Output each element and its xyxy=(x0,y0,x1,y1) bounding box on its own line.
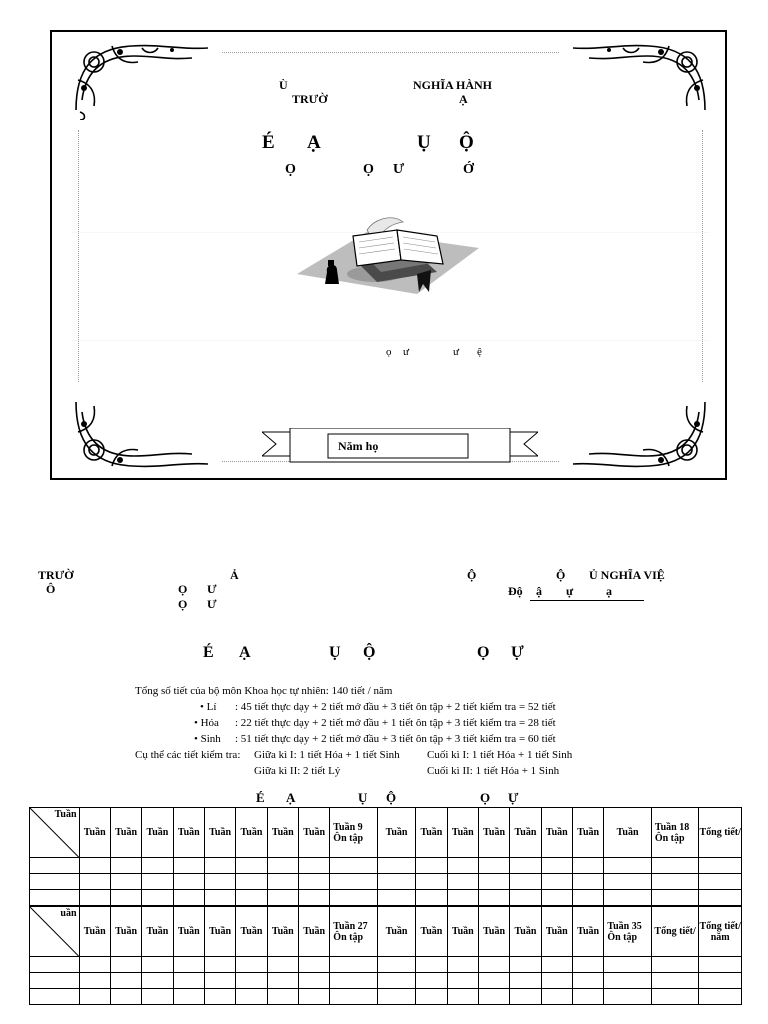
table-cell xyxy=(447,973,478,989)
table-cell xyxy=(604,973,652,989)
table-cell xyxy=(377,989,415,1005)
table-cell xyxy=(478,957,509,973)
table-cell xyxy=(572,858,603,874)
week-header: Tuần xyxy=(416,808,447,858)
week-header: Tuần xyxy=(447,808,478,858)
table-cell xyxy=(377,957,415,973)
table-cell xyxy=(572,874,603,890)
cover-school-name: TRƯỜ xyxy=(292,92,328,106)
week-header: Tuần xyxy=(173,907,204,957)
table-cell xyxy=(267,957,298,973)
midterm1-text: Giữa kì I: 1 tiết Hóa + 1 tiết Sinh xyxy=(254,749,400,761)
cover-subtitle-glyph-2: Ọ xyxy=(363,162,374,177)
table-cell xyxy=(651,858,699,874)
week-header: Tuần xyxy=(604,808,652,858)
table-header-row xyxy=(30,907,742,957)
table-cell xyxy=(204,973,235,989)
week-header: Tuần xyxy=(416,907,447,957)
table-cell xyxy=(510,973,541,989)
review-week-header: Tuần 27 Ôn tập xyxy=(330,907,378,957)
group-header-glyph-3: Ọ xyxy=(178,597,188,611)
week-header: Tuần xyxy=(510,907,541,957)
book-clipart-image xyxy=(297,212,479,312)
frame-rule-mid2 xyxy=(72,340,709,341)
week-header: Tuần xyxy=(377,907,415,957)
table-title-glyph-4: Ộ xyxy=(386,790,397,805)
table-cell xyxy=(651,973,699,989)
school-header-line1: TRƯỜ xyxy=(38,568,74,582)
table-cell xyxy=(110,957,141,973)
table-cell xyxy=(110,989,141,1005)
table-cell xyxy=(173,858,204,874)
table-cell xyxy=(478,858,509,874)
week-header: Tuần xyxy=(267,907,298,957)
total-periods-header: Tổng tiết/ xyxy=(651,907,699,957)
cover-district-sub: Ạ xyxy=(459,92,468,106)
frame-rule-left xyxy=(78,130,79,382)
table-corner-cell xyxy=(30,907,80,957)
week-header: Tuần xyxy=(447,907,478,957)
week-header: Tuần xyxy=(110,808,141,858)
cover-school-glyph: Ù xyxy=(279,78,288,92)
table-cell xyxy=(510,890,541,906)
table-cell xyxy=(79,957,110,973)
total-periods-header: Tổng tiết/ xyxy=(699,808,742,858)
table-cell xyxy=(142,858,173,874)
table-cell xyxy=(173,874,204,890)
week-header: Tuần xyxy=(572,907,603,957)
review-week-header: Tuần 9 Ôn tập xyxy=(330,808,378,858)
table-cell xyxy=(377,973,415,989)
week-header: Tuần xyxy=(510,808,541,858)
table-cell xyxy=(651,874,699,890)
motto-glyph-1: Độ xyxy=(508,584,523,598)
table-cell xyxy=(377,858,415,874)
table-cell xyxy=(416,858,447,874)
cover-subtitle-glyph-4: Ớ xyxy=(463,162,474,177)
table-cell xyxy=(267,989,298,1005)
table-cell xyxy=(699,858,742,874)
table-row xyxy=(30,989,742,1005)
week-header: Tuần xyxy=(236,907,267,957)
table-cell xyxy=(79,874,110,890)
cover-teacher-glyph-2: ư xyxy=(403,346,409,358)
table-cell xyxy=(173,957,204,973)
table-row xyxy=(30,874,742,890)
table-cell xyxy=(330,973,378,989)
table-cell xyxy=(699,957,742,973)
cover-teacher-glyph-3: ư xyxy=(453,346,459,358)
week-header: Tuần xyxy=(236,808,267,858)
table-cell xyxy=(330,957,378,973)
table-cell xyxy=(447,957,478,973)
table-cell xyxy=(79,890,110,906)
table-cell xyxy=(204,874,235,890)
table-cell xyxy=(416,973,447,989)
corner-ornament-top-left xyxy=(72,40,212,120)
table-cell xyxy=(30,858,80,874)
school-header-line1-b: Ả xyxy=(230,568,239,582)
table-row xyxy=(30,957,742,973)
year-ribbon-banner xyxy=(262,428,538,470)
cover-title-glyph-3: Ụ xyxy=(417,132,431,153)
table-cell xyxy=(604,890,652,906)
table-title-glyph-2: Ạ xyxy=(286,790,296,805)
table-row xyxy=(30,890,742,906)
table-cell xyxy=(236,957,267,973)
table-cell xyxy=(604,858,652,874)
table-cell xyxy=(604,989,652,1005)
table-cell xyxy=(142,957,173,973)
schedule-table-semester-1 xyxy=(29,807,742,906)
review-week-header: Tuần 18 Ôn tập xyxy=(651,808,699,858)
table-cell xyxy=(510,989,541,1005)
week-header: Tuần xyxy=(204,907,235,957)
table-cell xyxy=(267,973,298,989)
corner-ornament-top-right xyxy=(569,40,709,120)
table-cell xyxy=(541,874,572,890)
frame-rule-top xyxy=(222,52,559,53)
table-cell xyxy=(30,874,80,890)
schedule-table-semester-2 xyxy=(29,906,742,1005)
table-cell xyxy=(267,874,298,890)
cover-title-glyph-1: É xyxy=(262,132,275,153)
table-cell xyxy=(651,957,699,973)
table-cell xyxy=(204,890,235,906)
table-cell xyxy=(651,989,699,1005)
week-header: Tuần xyxy=(173,808,204,858)
total-periods-text: Tổng số tiết của bộ môn Khoa học tự nhiên: 140 tiết / năm xyxy=(135,685,393,697)
table-cell xyxy=(447,858,478,874)
republic-header-text: Ủ NGHĨA VIỆ xyxy=(589,568,665,582)
plan-title-glyph-3: Ụ xyxy=(329,644,341,661)
sinh-periods-text: : 51 tiết thực dạy + 2 tiết mở đầu + 3 tiết ôn tập + 3 tiết kiểm tra = 60 tiết xyxy=(235,733,556,745)
week-header: Tuần xyxy=(110,907,141,957)
cover-teacher-glyph-4: ệ xyxy=(477,346,482,358)
cover-page xyxy=(50,30,727,480)
table-cell xyxy=(30,890,80,906)
table-cell xyxy=(377,890,415,906)
table-cell xyxy=(142,973,173,989)
week-header: Tuần xyxy=(79,808,110,858)
group-header-glyph-2: Ư xyxy=(207,582,217,596)
table-cell xyxy=(298,989,329,1005)
table-cell xyxy=(604,957,652,973)
plan-title-glyph-6: Ự xyxy=(511,644,524,661)
table-cell xyxy=(330,874,378,890)
corner-ornament-bottom-right xyxy=(569,392,709,472)
table-cell xyxy=(298,973,329,989)
midterm2-text: Giữa kì II: 2 tiết Lý xyxy=(254,765,341,777)
sinh-label: • Sinh xyxy=(194,733,221,745)
table-title-glyph-6: Ự xyxy=(508,790,519,805)
table-cell xyxy=(79,989,110,1005)
hoa-periods-text: : 22 tiết thực dạy + 2 tiết mở đầu + 1 tiết ôn tập + 3 tiết kiểm tra = 28 tiết xyxy=(235,717,556,729)
table-cell xyxy=(651,890,699,906)
table-cell xyxy=(699,890,742,906)
plan-title-glyph-5: Ọ xyxy=(477,644,490,661)
week-header: Tuần xyxy=(541,808,572,858)
table-cell xyxy=(267,890,298,906)
table-row xyxy=(30,973,742,989)
republic-header-glyph-2: Ộ xyxy=(556,568,566,582)
li-periods-text: : 45 tiết thực dạy + 2 tiết mở đầu + 3 tiết ôn tập + 2 tiết kiểm tra = 52 tiết xyxy=(235,701,556,713)
table-cell xyxy=(298,957,329,973)
table-cell xyxy=(541,973,572,989)
table-cell xyxy=(541,957,572,973)
cover-frame xyxy=(72,40,709,472)
table-cell xyxy=(699,989,742,1005)
table-cell xyxy=(236,874,267,890)
table-cell xyxy=(330,890,378,906)
table-cell xyxy=(298,890,329,906)
table-cell xyxy=(110,858,141,874)
school-year-label: Năm họ xyxy=(338,439,379,453)
week-header: Tuần xyxy=(298,907,329,957)
table-cell xyxy=(572,890,603,906)
week-header: Tuần xyxy=(572,808,603,858)
table-cell xyxy=(377,874,415,890)
week-header: Tuần xyxy=(142,808,173,858)
week-header: Tuần xyxy=(142,907,173,957)
cover-district-name: NGHĨA HÀNH xyxy=(413,78,493,92)
plan-title-glyph-1: É xyxy=(203,644,214,661)
table-cell xyxy=(447,989,478,1005)
table-cell xyxy=(699,874,742,890)
table-cell xyxy=(541,890,572,906)
cover-subtitle-glyph-1: Ọ xyxy=(285,162,296,177)
table-cell xyxy=(699,973,742,989)
table-cell xyxy=(30,989,80,1005)
cover-title-glyph-4: Ộ xyxy=(459,132,474,153)
motto-glyph-2: ậ xyxy=(536,584,542,598)
total-periods-year-header: Tổng tiết/ năm xyxy=(699,907,742,957)
group-header-glyph-4: Ư xyxy=(207,597,217,611)
table-corner-label: Tuần xyxy=(54,809,77,820)
plan-title-glyph-2: Ạ xyxy=(239,644,251,661)
table-cell xyxy=(541,989,572,1005)
table-cell xyxy=(267,858,298,874)
table-cell xyxy=(298,858,329,874)
table-cell xyxy=(416,874,447,890)
week-header: Tuần xyxy=(377,808,415,858)
table-cell xyxy=(110,874,141,890)
school-header-line2: Ô xyxy=(46,582,56,596)
table-corner-label: uần xyxy=(60,908,77,919)
table-cell xyxy=(204,989,235,1005)
table-cell xyxy=(510,874,541,890)
table-cell xyxy=(173,989,204,1005)
table-cell xyxy=(447,874,478,890)
group-header-glyph-1: Ọ xyxy=(178,582,188,596)
table-cell xyxy=(447,890,478,906)
week-header: Tuần xyxy=(541,907,572,957)
table-cell xyxy=(478,890,509,906)
table-cell xyxy=(416,957,447,973)
motto-glyph-4: ạ xyxy=(606,584,612,598)
week-header: Tuần xyxy=(204,808,235,858)
week-header: Tuần xyxy=(478,907,509,957)
table-title-glyph-1: É xyxy=(256,790,265,805)
table-cell xyxy=(478,989,509,1005)
table-cell xyxy=(330,858,378,874)
review-week-header: Tuần 35 Ôn tập xyxy=(604,907,652,957)
motto-underline xyxy=(530,600,644,601)
table-cell xyxy=(478,874,509,890)
cover-title-glyph-2: Ạ xyxy=(307,132,321,153)
table-cell xyxy=(110,890,141,906)
week-header: Tuần xyxy=(478,808,509,858)
table-title-glyph-5: Ọ xyxy=(480,790,491,805)
week-header: Tuần xyxy=(267,808,298,858)
table-row xyxy=(30,858,742,874)
table-corner-cell xyxy=(30,808,80,858)
table-cell xyxy=(142,989,173,1005)
table-cell xyxy=(142,890,173,906)
table-header-row xyxy=(30,808,742,858)
table-cell xyxy=(142,874,173,890)
table-cell xyxy=(510,858,541,874)
table-cell xyxy=(236,989,267,1005)
table-cell xyxy=(204,957,235,973)
table-cell xyxy=(110,973,141,989)
table-cell xyxy=(298,874,329,890)
table-cell xyxy=(236,890,267,906)
table-cell xyxy=(30,973,80,989)
table-cell xyxy=(572,957,603,973)
republic-header-glyph-1: Ộ xyxy=(467,568,477,582)
week-header: Tuần xyxy=(79,907,110,957)
test-detail-label: Cụ thể các tiết kiểm tra: xyxy=(135,749,241,761)
table-cell xyxy=(30,957,80,973)
table-cell xyxy=(173,890,204,906)
table-cell xyxy=(416,890,447,906)
table-cell xyxy=(330,989,378,1005)
table-cell xyxy=(572,973,603,989)
table-cell xyxy=(604,874,652,890)
final1-text: Cuối kì I: 1 tiết Hóa + 1 tiết Sinh xyxy=(427,749,573,761)
table-cell xyxy=(572,989,603,1005)
plan-title-glyph-4: Ộ xyxy=(363,644,376,661)
table-cell xyxy=(510,957,541,973)
corner-ornament-bottom-left xyxy=(72,392,212,472)
final2-text: Cuối kì II: 1 tiết Hóa + 1 Sinh xyxy=(427,765,560,777)
table-cell xyxy=(236,973,267,989)
table-cell xyxy=(416,989,447,1005)
motto-glyph-3: ự xyxy=(566,584,574,598)
table-cell xyxy=(79,973,110,989)
table-cell xyxy=(79,858,110,874)
cover-teacher-glyph-1: ọ xyxy=(386,346,392,358)
hoa-label: • Hóa xyxy=(194,717,219,729)
table-cell xyxy=(541,858,572,874)
week-header: Tuần xyxy=(298,808,329,858)
frame-rule-right xyxy=(702,130,703,382)
cover-subtitle-glyph-3: Ư xyxy=(393,162,405,177)
table-cell xyxy=(204,858,235,874)
li-label: • Lí xyxy=(200,701,217,713)
table-cell xyxy=(478,973,509,989)
table-cell xyxy=(173,973,204,989)
table-cell xyxy=(236,858,267,874)
table-title-glyph-3: Ụ xyxy=(358,790,368,805)
